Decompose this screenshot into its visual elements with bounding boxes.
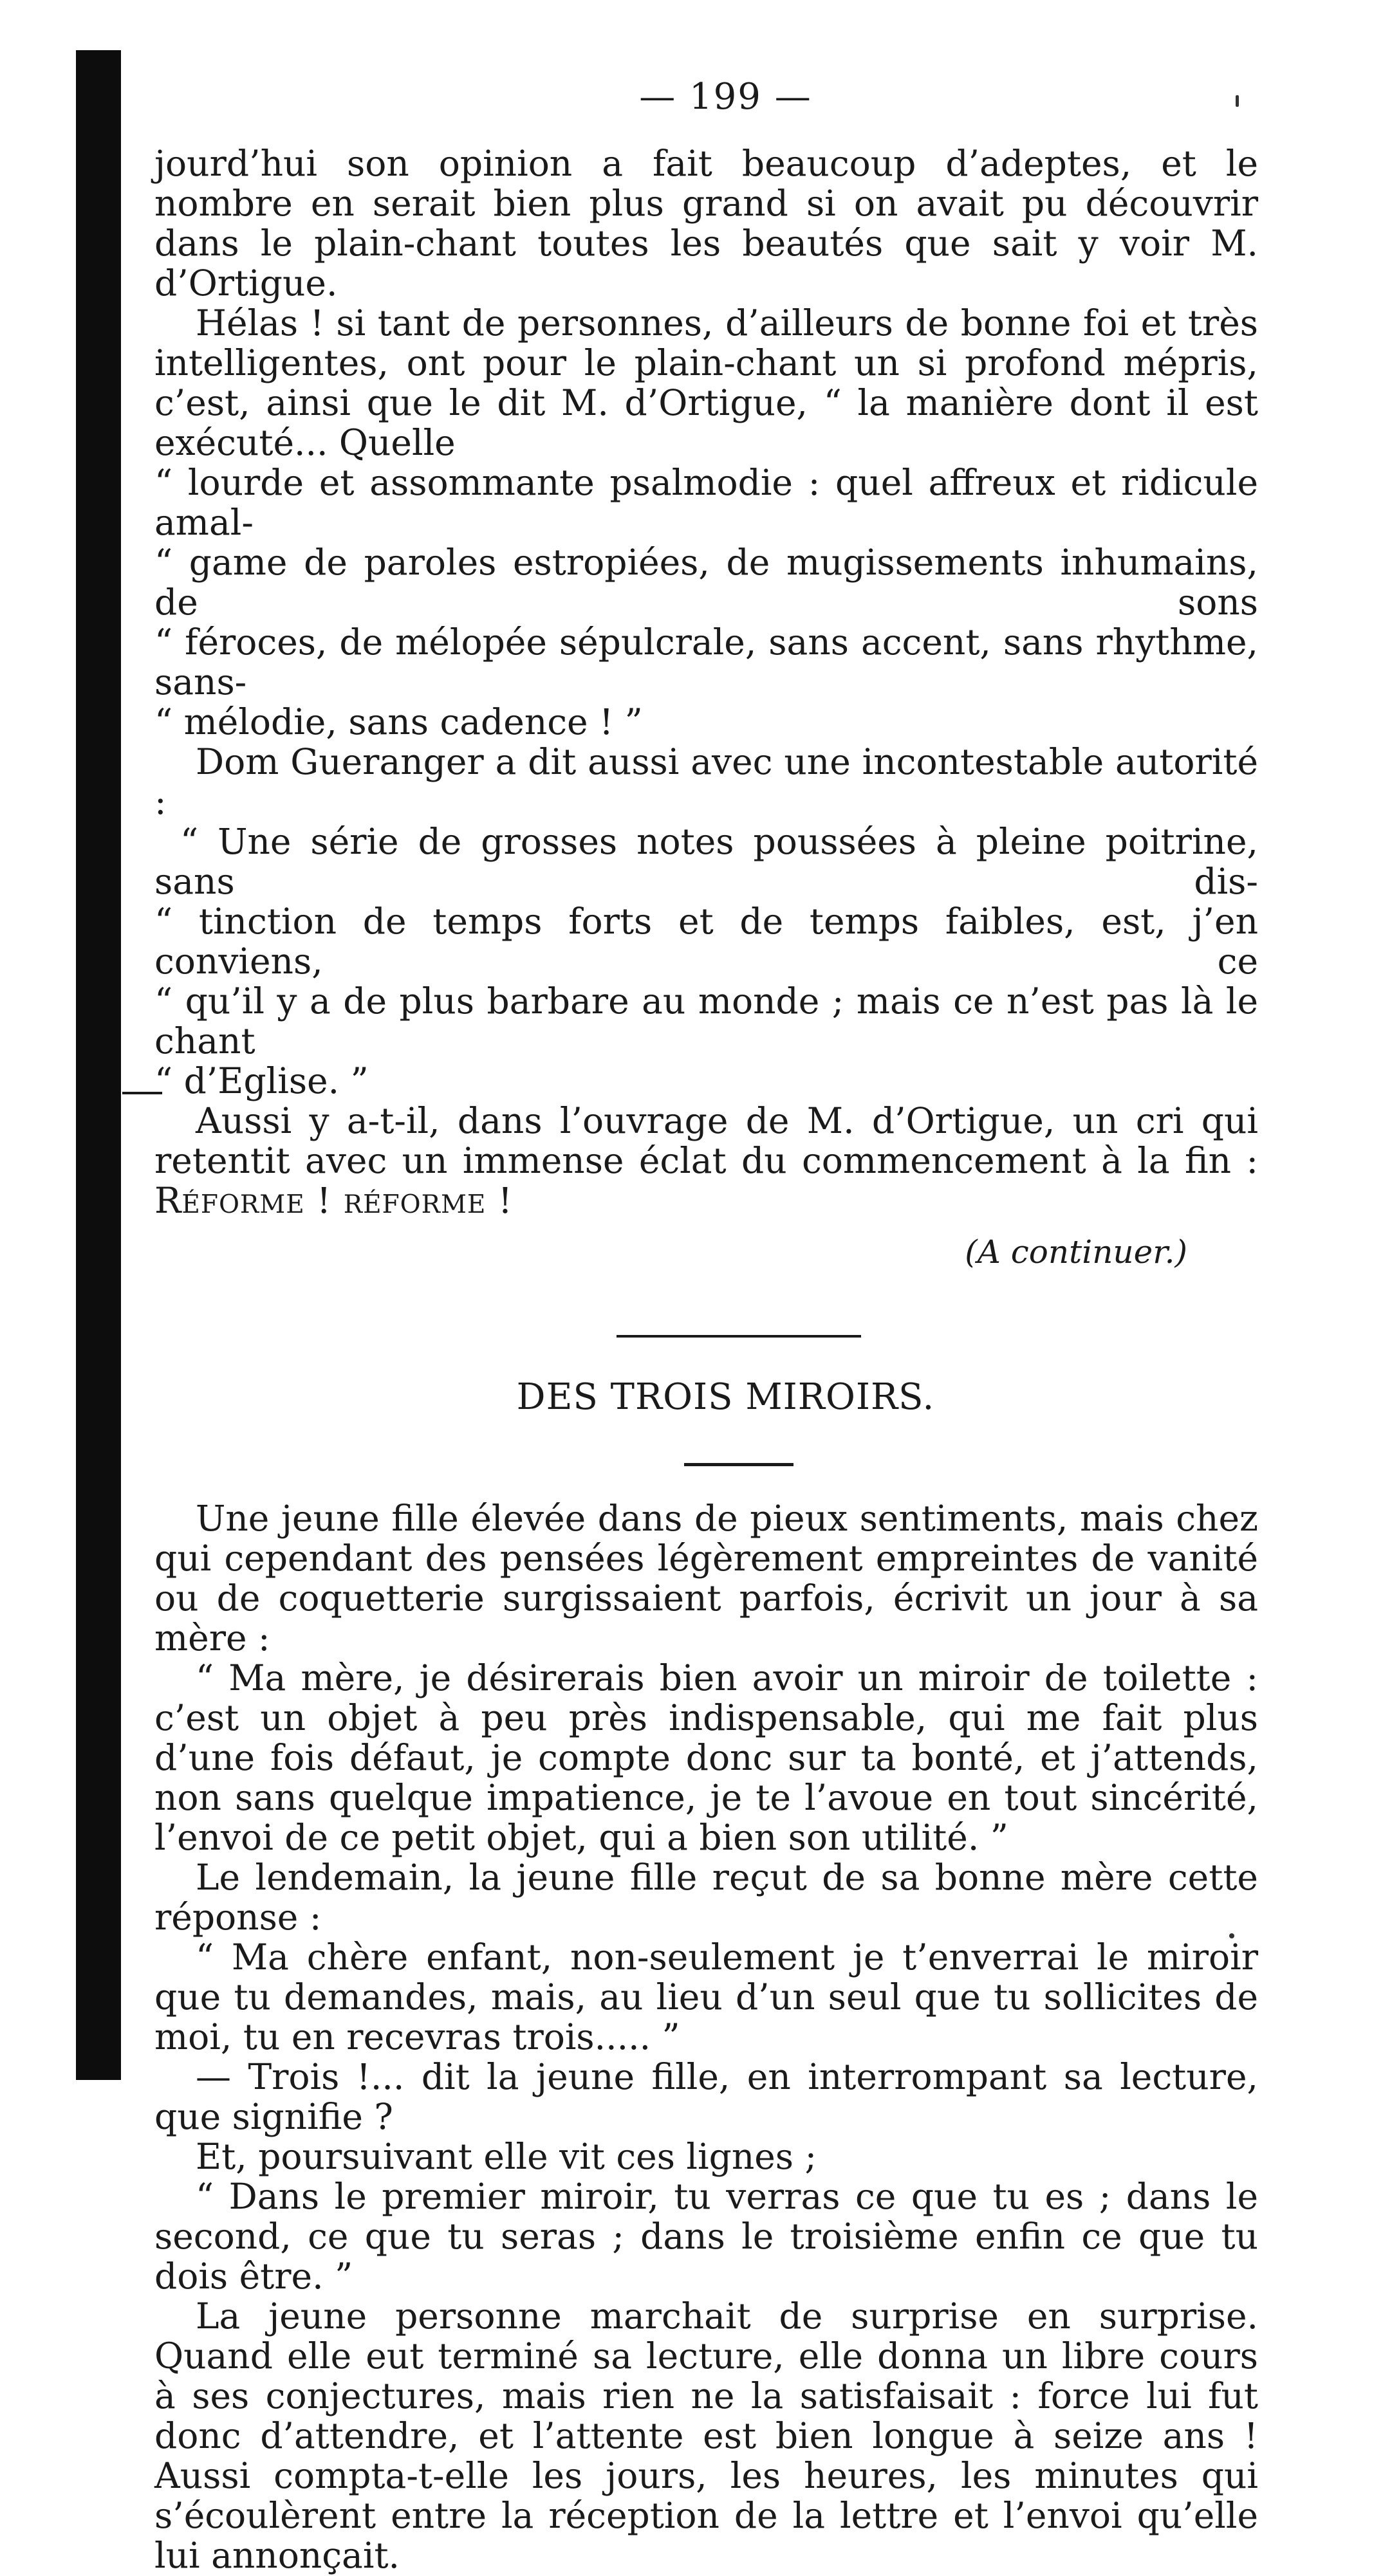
paragraph: “ Dans le premier miroir, tu verras ce que tu es ; dans le second, ce que tu seras ; dans le troisième enfin ce que tu dois être. ” bbox=[154, 2176, 1258, 2297]
paragraph: — Trois !... dit la jeune fille, en interrompant sa lecture, que signifie ? bbox=[154, 2056, 1258, 2137]
quote-line: “ féroces, de mélopée sépulcrale, sans accent, sans rhythme, sans- bbox=[154, 621, 1258, 703]
paragraph: Le lendemain, la jeune fille reçut de sa bonne mère cette réponse : bbox=[154, 1857, 1258, 1938]
paragraph: Et, poursuivant elle vit ces lignes ; bbox=[196, 2136, 817, 2177]
binding-edge bbox=[76, 50, 121, 2080]
quote-line: “ qu’il y a de plus barbare au monde ; mais ce n’est pas là le chant bbox=[154, 980, 1258, 1062]
page-number: — 199 — bbox=[639, 76, 812, 118]
paragraph: Une jeune fille élevée dans de pieux sentiments, mais chez qui cependant des pensées légèrement empreintes de vanité ou de coquetterie surgissaient parfois, écrivit un jour à sa mère : bbox=[154, 1498, 1258, 1659]
book-page bbox=[154, 76, 1258, 2575]
section-title: DES TROIS MIROIRS. bbox=[516, 1376, 935, 1418]
paragraph: “ Ma mère, je désirerais bien avoir un miroir de toilette : c’est un objet à peu près indispensable, qui me fait plus d’une fois défaut, je compte donc sur ta bonté, et j’attends, non sans quelque impatience, je te l’avoue en tout sincérité, l’envoi de ce petit objet, qui a bien son utilité. ” bbox=[154, 1657, 1258, 1858]
paragraph-text: Aussi y a-t-il, dans l’ouvrage de M. d’Ortigue, un cri qui retentit avec un immense éclat du commencement à la fin : bbox=[154, 1100, 1258, 1181]
paragraph: jourd’hui son opinion a fait beaucoup d’adeptes, et le nombre en serait bien plus grand si on avait pu découvrir dans le plain-chant toutes les beautés que sait y voir M. d’Ortigue. bbox=[154, 143, 1258, 304]
previous-article-ending bbox=[154, 143, 1258, 1271]
quote-line: “ mélodie, sans cadence ! ” bbox=[154, 701, 643, 742]
quote-line: “ tinction de temps forts et de temps faibles, est, j’en conviens, ce bbox=[154, 901, 1258, 982]
paragraph bbox=[154, 1101, 1258, 1220]
paragraph: Hélas ! si tant de personnes, d’ailleurs de bonne foi et très intelligentes, ont pour le plain-chant un si profond mépris, c’est, ainsi que le dit M. d’Ortigue, “ la manière dont il est exécuté... Quelle bbox=[154, 302, 1258, 463]
paragraph: La jeune personne marchait de surprise en surprise. Quand elle eut terminé sa lecture, elle donna un libre cours à ses conjectures, mais rien ne la satisfaisait : force lui fut donc d’attendre, et l’attente est bien longue à seize ans ! Aussi compta-t-elle les jours, les heures, les minutes qui s’écoulèrent entre la réception de la lettre et l’envoi qu’elle lui annonçait. bbox=[154, 2295, 1258, 2576]
paragraph: “ Ma chère enfant, non-seulement je t’enverrai le miroir que tu demandes, mais, au lieu d’un seul que tu sollicites de moi, tu en recevras trois..... ” bbox=[154, 1937, 1258, 2057]
section-divider bbox=[617, 1335, 861, 1338]
quote-line: “ lourde et assommante psalmodie : quel affreux et ridicule amal- bbox=[154, 462, 1258, 543]
title-underline bbox=[684, 1463, 793, 1466]
reforme-cry: Réforme ! réforme ! bbox=[154, 1180, 513, 1221]
continue-note: (A continuer.) bbox=[965, 1233, 1187, 1271]
paragraph: Dom Gueranger a dit aussi avec une incontestable autorité : bbox=[154, 741, 1258, 822]
article-body bbox=[154, 1498, 1258, 2575]
quote-line: “ Une série de grosses notes poussées à pleine poitrine, sans dis- bbox=[154, 821, 1258, 902]
quote-line: “ game de paroles estropiées, de mugissements inhumains, de sons bbox=[154, 542, 1258, 623]
quote-line: “ d’Eglise. ” bbox=[154, 1060, 369, 1101]
